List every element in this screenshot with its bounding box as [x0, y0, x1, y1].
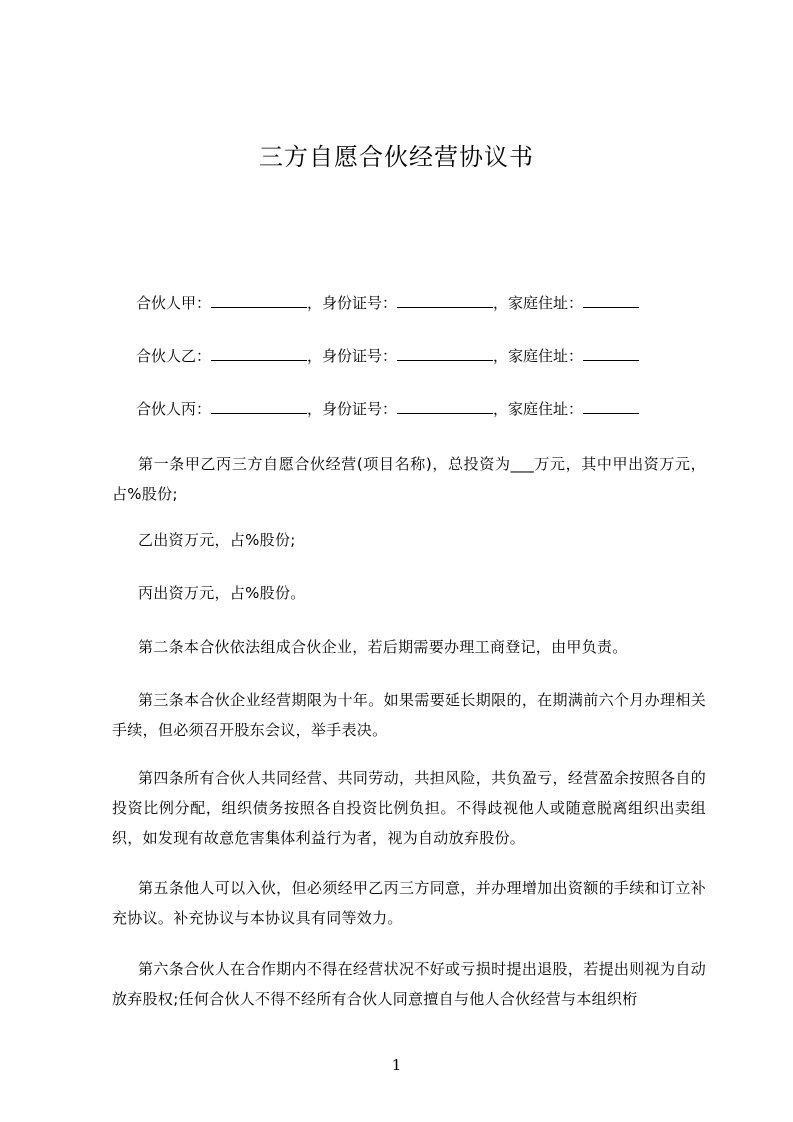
partner-c-label: 合伙人丙： — [136, 400, 212, 418]
page-number: 1 — [391, 1056, 402, 1074]
partner-a-label: 合伙人甲： — [136, 294, 212, 312]
partner-c-id-blank — [397, 399, 493, 414]
partner-c-name-blank — [211, 399, 307, 414]
article-3: 第三条本合伙企业经营期限为十年。如果需要延长期限的，在期满前六个月办理相关手续，但必须召开股东会议，举手表决。 — [112, 691, 706, 739]
article-1: 第一条甲乙丙三方自愿合伙经营(项目名称)，总投资为___万元，其中甲出资万元，占%股份; — [112, 455, 706, 503]
document-title: 三方自愿合伙经营协议书 — [259, 143, 534, 171]
partner-a-line — [136, 293, 696, 313]
article-2: 第二条本合伙依法组成合伙企业，若后期需要办理工商登记，由甲负责。 — [138, 638, 628, 656]
partner-b-address-label: ，家庭住址： — [493, 347, 584, 365]
partner-b-label: 合伙人乙： — [136, 347, 212, 365]
partner-a-address-label: ，家庭住址： — [493, 294, 584, 312]
article-1-part-c: 丙出资万元，占%股份。 — [138, 584, 306, 602]
partner-b-id-label: ，身份证号： — [307, 347, 398, 365]
partner-a-name-blank — [211, 293, 307, 308]
article-1-part-b: 乙出资万元，占%股份; — [138, 531, 296, 549]
partner-c-address-blank — [583, 399, 639, 414]
partner-b-line — [136, 346, 696, 366]
partner-c-id-label: ，身份证号： — [307, 400, 398, 418]
partner-a-id-blank — [397, 293, 493, 308]
article-5: 第五条他人可以入伙，但必须经甲乙丙三方同意，并办理增加出资额的手续和订立补充协议。补充协议与本协议具有同等效力。 — [112, 879, 706, 927]
partner-a-address-blank — [583, 293, 639, 308]
partner-a-id-label: ，身份证号： — [307, 294, 398, 312]
article-6: 第六条合伙人在合作期内不得在经营状况不好或亏损时提出退股，若提出则视为自动放弃股权;任何合伙人不得不经所有合伙人同意擅自与他人合伙经营与本组织桁 — [112, 960, 706, 1008]
partner-c-address-label: ，家庭住址： — [493, 400, 584, 418]
partner-c-line — [136, 399, 696, 419]
partner-b-name-blank — [211, 346, 307, 361]
partner-b-id-blank — [397, 346, 493, 361]
article-4: 第四条所有合伙人共同经营、共同劳动，共担风险，共负盈亏，经营盈余按照各自的投资比例分配，组织债务按照各自投资比例负担。不得歧视他人或随意脱离组织出卖组织，如发现有故意危害集体利益行为者，视为自动放弃股份。 — [112, 769, 706, 847]
partner-b-address-blank — [583, 346, 639, 361]
